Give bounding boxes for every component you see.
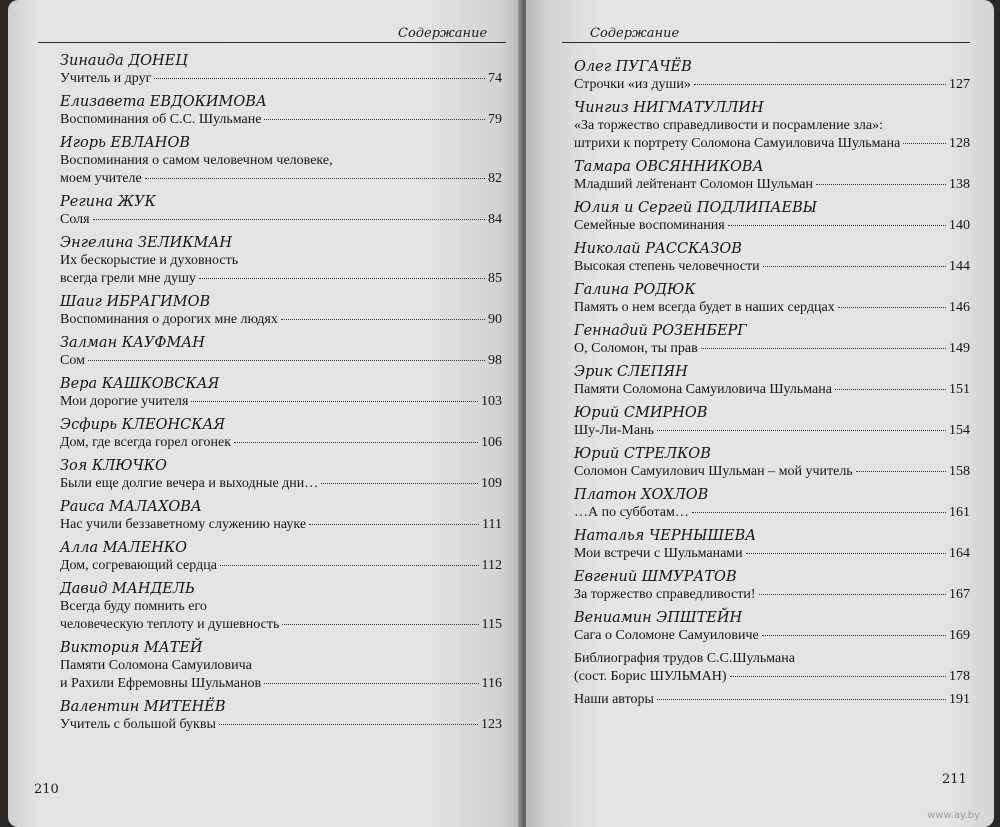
toc-title: Строчки «из души» (574, 77, 691, 92)
toc-page-number: 106 (481, 435, 502, 450)
toc-title: человеческую теплоту и душевность (60, 617, 280, 632)
toc-title: Наши авторы (574, 692, 654, 707)
dot-leader (199, 277, 485, 279)
toc-entry (574, 445, 970, 481)
toc-entry (574, 486, 970, 522)
dot-leader (728, 224, 946, 226)
toc-title: Памяти Соломона Самуиловича Шульмана (574, 382, 832, 397)
toc-title-line (574, 668, 970, 686)
right-page (526, 0, 994, 827)
toc-author: Виктория МАТЕЙ (60, 640, 203, 656)
toc-entry (574, 691, 970, 709)
toc-author: Вера КАШКОВСКАЯ (60, 376, 220, 392)
toc-title: Соля (60, 212, 90, 227)
toc-title: Их бескорыстие и духовность (60, 253, 239, 268)
toc-page-number: 140 (949, 218, 970, 233)
toc-entry (60, 334, 502, 370)
toc-title: штрихи к портрету Соломона Самуиловича Шульмана (574, 136, 901, 151)
toc-author: Тамара ОВСЯННИКОВА (574, 159, 764, 175)
toc-page-number: 115 (481, 617, 502, 632)
toc-author: Елизавета ЕВДОКИМОВА (60, 94, 267, 110)
toc-entry (60, 698, 502, 734)
toc-author: Вениамин ЭПШТЕЙН (574, 610, 743, 626)
toc-title-line (60, 675, 502, 693)
toc-author: Геннадий РОЗЕНБЕРГ (574, 323, 747, 339)
toc-title: Воспоминания об С.С. Шульмане (60, 112, 262, 127)
toc-title: Семейные воспоминания (574, 218, 725, 233)
toc-title-line (60, 270, 502, 288)
toc-page-number: 123 (481, 717, 502, 732)
toc-title: О, Соломон, ты прав (574, 341, 698, 356)
toc-title: Высокая степень человечности (574, 259, 760, 274)
dot-leader (701, 347, 946, 349)
dot-leader (856, 470, 946, 472)
toc-page-number: 79 (488, 112, 502, 127)
toc-page-number: 158 (949, 464, 970, 479)
toc-page-number: 144 (949, 259, 970, 274)
toc-author: Энгелина ЗЕЛИКМАН (60, 235, 232, 251)
toc-author: Зоя КЛЮЧКО (60, 458, 167, 474)
toc-author: Раиса МАЛАХОВА (60, 499, 202, 515)
toc-entry (574, 199, 970, 235)
toc-page-number: 127 (949, 77, 970, 92)
toc-title-line (574, 135, 970, 153)
toc-author: Регина ЖУК (60, 194, 156, 210)
right-toc-list (574, 58, 970, 714)
toc-title-line (574, 340, 970, 358)
dot-leader (763, 265, 946, 267)
toc-title-line (60, 475, 502, 493)
toc-title: Соломон Самуилович Шульман – мой учитель (574, 464, 853, 479)
toc-title: «За торжество справедливости и посрамление зла»: (574, 118, 883, 133)
toc-page-number: 82 (488, 171, 502, 186)
toc-title: моем учителе (60, 171, 142, 186)
dot-leader (264, 682, 478, 684)
toc-title-line (60, 616, 502, 634)
dot-leader (309, 523, 479, 525)
toc-page-number: 154 (949, 423, 970, 438)
dot-leader (903, 142, 946, 144)
toc-title: Дом, согревающий сердца (60, 558, 217, 573)
toc-entry (60, 234, 502, 288)
toc-page-number: 111 (482, 517, 502, 532)
toc-entry (60, 375, 502, 411)
toc-entry (60, 498, 502, 534)
toc-page-number: 191 (949, 692, 970, 707)
dot-leader (321, 482, 478, 484)
toc-entry (60, 52, 502, 88)
toc-title-line (60, 311, 502, 329)
toc-title-line (60, 211, 502, 229)
toc-entry (60, 416, 502, 452)
left-header-rule (38, 42, 506, 43)
toc-page-number: 128 (949, 136, 970, 151)
dot-leader (93, 218, 485, 220)
dot-leader (219, 723, 478, 725)
dot-leader (145, 177, 485, 179)
toc-title-line (574, 627, 970, 645)
toc-author: Алла МАЛЕНКО (60, 540, 187, 556)
right-running-head: Содержание (590, 26, 680, 41)
dot-leader (264, 118, 485, 120)
toc-page-number: 116 (481, 676, 502, 691)
toc-title-line (574, 176, 970, 194)
toc-title-line (574, 545, 970, 563)
dot-leader (816, 183, 946, 185)
toc-title: За торжество справедливости! (574, 587, 756, 602)
toc-author: Евгений ШМУРАТОВ (574, 569, 737, 585)
dot-leader (657, 429, 946, 431)
toc-title-line (60, 434, 502, 452)
toc-title-line (60, 516, 502, 534)
toc-title-line (574, 691, 970, 709)
toc-page-number: 178 (949, 669, 970, 684)
toc-entry (574, 322, 970, 358)
toc-author: Шаиг ИБРАГИМОВ (60, 294, 211, 310)
toc-entry (574, 527, 970, 563)
dot-leader (191, 400, 478, 402)
dot-leader (762, 634, 946, 636)
toc-title-line (574, 463, 970, 481)
toc-page-number: 109 (481, 476, 502, 491)
toc-entry (60, 193, 502, 229)
toc-title: всегда грели мне душу (60, 271, 196, 286)
toc-entry (60, 134, 502, 188)
toc-author: Юлия и Сергей ПОДЛИПАЕВЫ (574, 200, 818, 216)
dot-leader (234, 441, 478, 443)
toc-title-line (574, 217, 970, 235)
toc-entry (60, 93, 502, 129)
toc-entry (574, 363, 970, 399)
toc-title: Дом, где всегда горел огонек (60, 435, 232, 450)
dot-leader (730, 675, 946, 677)
toc-title-line (574, 258, 970, 276)
toc-entry (574, 58, 970, 94)
dot-leader (154, 77, 485, 79)
toc-title: Шу-Ли-Мань (574, 423, 654, 438)
toc-author: Наталья ЧЕРНЫШЕВА (574, 528, 757, 544)
toc-title-line (574, 504, 970, 522)
left-toc-list (60, 52, 502, 739)
toc-entry (60, 639, 502, 693)
toc-author: Игорь ЕВЛАНОВ (60, 135, 190, 151)
toc-author: Зинаида ДОНЕЦ (60, 53, 188, 69)
toc-page-number: 138 (949, 177, 970, 192)
watermark: www.ay.by (927, 810, 980, 821)
toc-title: Сом (60, 353, 85, 368)
toc-author: Залман КАУФМАН (60, 335, 205, 351)
toc-title: Памяти Соломона Самуиловича (60, 658, 252, 673)
toc-author: Платон ХОХЛОВ (574, 487, 709, 503)
toc-title-line (60, 111, 502, 129)
dot-leader (692, 511, 946, 513)
dot-leader (88, 359, 485, 361)
toc-entry (60, 580, 502, 634)
right-page-number: 211 (942, 772, 967, 787)
toc-page-number: 161 (949, 505, 970, 520)
toc-title: Библиография трудов С.С.Шульмана (574, 651, 795, 666)
toc-entry (574, 99, 970, 153)
toc-entry (574, 281, 970, 317)
toc-title: Мои дорогие учителя (60, 394, 189, 409)
toc-title: Память о нем всегда будет в наших сердцах (574, 300, 835, 315)
dot-leader (220, 564, 479, 566)
toc-title-line (574, 381, 970, 399)
dot-leader (282, 623, 478, 625)
toc-author: Давид МАНДЕЛЬ (60, 581, 195, 597)
toc-page-number: 98 (488, 353, 502, 368)
toc-page-number: 167 (949, 587, 970, 602)
toc-page-number: 90 (488, 312, 502, 327)
toc-title-line (574, 76, 970, 94)
toc-title: Воспоминания о дорогих мне людях (60, 312, 278, 327)
toc-author: Валентин МИТЕНЁВ (60, 699, 226, 715)
toc-page-number: 164 (949, 546, 970, 561)
toc-entry (574, 568, 970, 604)
toc-title: Младший лейтенант Соломон Шульман (574, 177, 813, 192)
left-page (8, 0, 522, 827)
toc-author: Галина РОДЮК (574, 282, 696, 298)
toc-author: Чингиз НИГМАТУЛЛИН (574, 100, 764, 116)
toc-title: …А по субботам… (574, 505, 689, 520)
toc-title-line (60, 393, 502, 411)
toc-author: Эсфирь КЛЕОНСКАЯ (60, 417, 226, 433)
toc-title-line (60, 716, 502, 734)
toc-title: Мои встречи с Шульманами (574, 546, 743, 561)
dot-leader (835, 388, 946, 390)
toc-title: Сага о Соломоне Самуиловиче (574, 628, 759, 643)
toc-title: Воспоминания о самом человечном человеке, (60, 153, 333, 168)
toc-title-line (574, 299, 970, 317)
toc-title-line (60, 352, 502, 370)
dot-leader (657, 698, 946, 700)
toc-page-number: 85 (488, 271, 502, 286)
toc-title-line (60, 70, 502, 88)
toc-entry (574, 609, 970, 645)
toc-entry (574, 240, 970, 276)
toc-page-number: 112 (481, 558, 502, 573)
toc-page-number: 84 (488, 212, 502, 227)
toc-title-line (574, 586, 970, 604)
toc-title: и Рахили Ефремовны Шульманов (60, 676, 262, 691)
toc-title: Были еще долгие вечера и выходные дни… (60, 476, 319, 491)
toc-page-number: 103 (481, 394, 502, 409)
dot-leader (281, 318, 485, 320)
toc-entry (574, 650, 970, 686)
toc-title: Учитель и друг (60, 71, 152, 86)
toc-page-number: 169 (949, 628, 970, 643)
toc-entry (60, 457, 502, 493)
toc-title-line (574, 422, 970, 440)
toc-title-line (60, 170, 502, 188)
left-page-number: 210 (34, 782, 59, 797)
left-running-head: Содержание (398, 26, 488, 41)
toc-entry (574, 158, 970, 194)
toc-author: Николай РАССКАЗОВ (574, 241, 742, 257)
toc-title: Нас учили беззаветному служению науке (60, 517, 307, 532)
toc-title: Учитель с большой буквы (60, 717, 216, 732)
dot-leader (694, 83, 946, 85)
right-header-rule (562, 42, 970, 43)
dot-leader (746, 552, 946, 554)
toc-title-line (60, 557, 502, 575)
toc-entry (574, 404, 970, 440)
toc-author: Олег ПУГАЧЁВ (574, 59, 692, 75)
toc-author: Эрик СЛЕПЯН (574, 364, 688, 380)
dot-leader (759, 593, 947, 595)
toc-author: Юрий СТРЕЛКОВ (574, 446, 711, 462)
toc-page-number: 149 (949, 341, 970, 356)
toc-page-number: 151 (949, 382, 970, 397)
toc-entry (60, 293, 502, 329)
toc-page-number: 74 (488, 71, 502, 86)
toc-author: Юрий СМИРНОВ (574, 405, 708, 421)
toc-title: Всегда буду помнить его (60, 599, 207, 614)
toc-entry (60, 539, 502, 575)
dot-leader (838, 306, 946, 308)
toc-page-number: 146 (949, 300, 970, 315)
toc-title: (сост. Борис ШУЛЬМАН) (574, 669, 727, 684)
